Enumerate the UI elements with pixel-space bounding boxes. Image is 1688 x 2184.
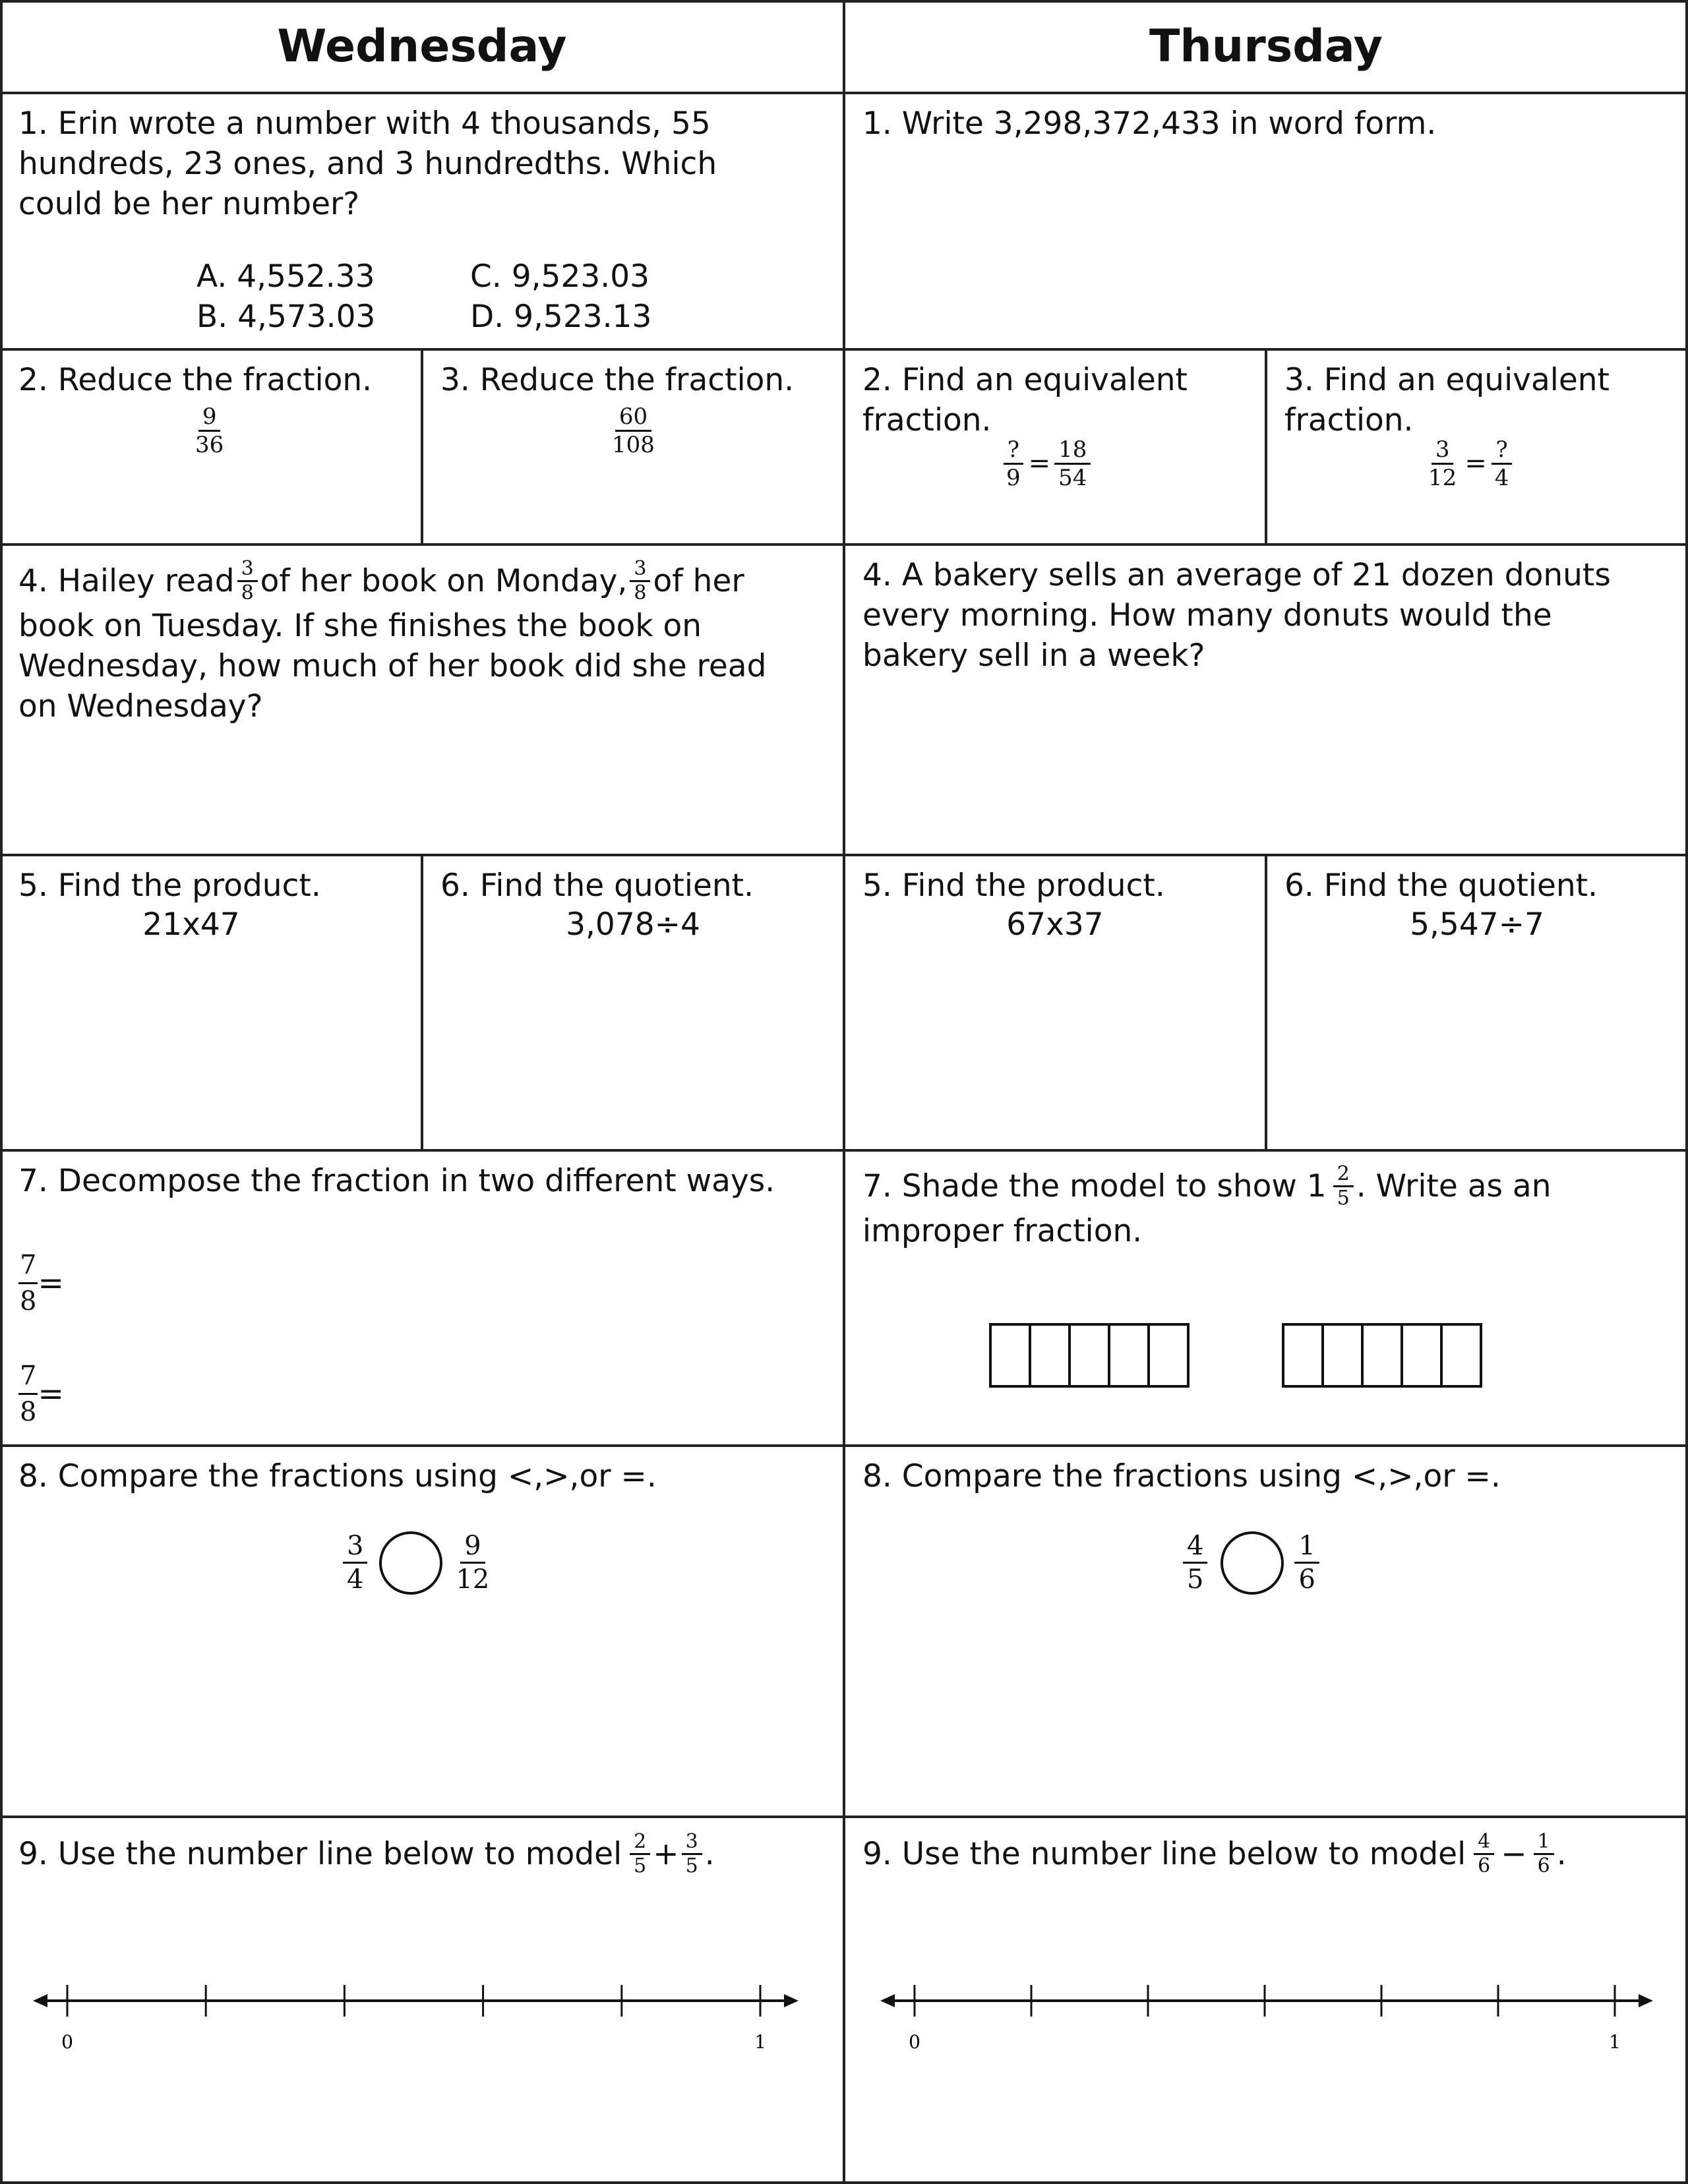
wed-q1-line2: hundreds, 23 ones, and 3 hundredths. Which (18, 146, 717, 182)
equals-sign: = (1028, 448, 1051, 479)
number-line-label-start: 0 (909, 2031, 920, 2053)
fraction-model-1[interactable] (989, 1323, 1190, 1388)
numerator: 3 (1432, 436, 1454, 465)
thu-q5-text: 5. Find the product. (862, 868, 1165, 904)
wed-q1-choices-right (470, 256, 651, 337)
wed-q9-fraction-b (682, 1831, 702, 1877)
numerator: 3 (682, 1831, 702, 1855)
thu-q3-equation (1424, 436, 1513, 491)
model-part[interactable] (1068, 1323, 1110, 1388)
thu-q8-comparison (1183, 1530, 1319, 1595)
thu-q2-line1: 2. Find an equivalent (862, 362, 1188, 398)
thu-q4-line3: bakery sell in a week? (862, 637, 1205, 674)
wed-q5-text: 5. Find the product. (18, 868, 321, 904)
arrow-left-icon (33, 1994, 47, 2007)
denominator: 5 (685, 1854, 698, 1877)
model-part[interactable] (1108, 1323, 1150, 1388)
model-part[interactable] (1361, 1323, 1403, 1388)
wed-q4-line1 (18, 556, 844, 606)
wed-q6 (422, 855, 844, 1150)
numerator: 7 (18, 1359, 38, 1395)
denominator: 5 (634, 1854, 647, 1877)
model-part[interactable] (1401, 1323, 1443, 1388)
model-part[interactable] (989, 1323, 1031, 1388)
thu-q1 (844, 93, 1688, 349)
thu-q4-line1: 4. A bakery sells an average of 21 dozen donuts (862, 557, 1611, 593)
numerator: 60 (615, 403, 651, 432)
numerator: 1 (1294, 1530, 1319, 1564)
numerator: 7 (18, 1248, 38, 1284)
thu-q3 (1266, 349, 1688, 545)
period: . (1556, 1835, 1567, 1872)
wed-q4-post: of her (653, 563, 744, 599)
thu-number-line (880, 1971, 1658, 2057)
wed-q7-fraction-1 (18, 1248, 38, 1318)
thu-q4-line2: every morning. How many donuts would the (862, 597, 1552, 634)
wed-q4-mid: of her book on Monday, (260, 563, 628, 599)
number-line-label-end: 1 (1609, 2031, 1621, 2053)
wed-q8-fraction-left (343, 1530, 367, 1595)
arrow-left-icon (880, 1994, 895, 2007)
denominator: 8 (20, 1286, 37, 1316)
wed-q3 (422, 349, 844, 545)
choice-c: C. 9,523.03 (470, 258, 649, 295)
numerator: 4 (1183, 1530, 1207, 1564)
wed-q9-fraction-a (630, 1831, 650, 1877)
wed-q7-text: 7. Decompose the fraction in two different ways. (18, 1163, 775, 1199)
operator: − (1501, 1835, 1527, 1872)
wed-q7-expression-1 (18, 1248, 64, 1318)
thu-q1-text: 1. Write 3,298,372,433 in word form. (862, 105, 1437, 142)
thu-q4 (844, 545, 1688, 855)
header-wednesday: Wednesday (277, 20, 567, 73)
thu-q7 (844, 1150, 1688, 1446)
denominator: 36 (195, 432, 224, 458)
numerator: 3 (630, 558, 650, 582)
wed-q2 (0, 349, 422, 545)
wed-q2-text: 2. Reduce the fraction. (18, 362, 373, 398)
comparison-circle[interactable] (1221, 1531, 1284, 1595)
choice-a: A. 4,552.33 (196, 258, 375, 295)
wed-q4-line2: book on Tuesday. If she finishes the book on (18, 608, 702, 644)
equals-sign: = (38, 1265, 64, 1301)
denominator: 8 (634, 581, 647, 605)
model-part[interactable] (1029, 1323, 1071, 1388)
wed-q9-line (18, 1827, 844, 1880)
numerator: 18 (1054, 436, 1091, 465)
wed-q1-line1: 1. Erin wrote a number with 4 thousands, 55 (18, 105, 711, 142)
thu-q7-fraction (1333, 1163, 1354, 1210)
thu-q8-fraction-left (1183, 1530, 1207, 1595)
thu-q3-line1: 3. Find an equivalent (1284, 362, 1610, 398)
wed-q4-fraction-1 (237, 558, 258, 605)
thu-q2 (844, 349, 1266, 545)
fraction-model-2[interactable] (1282, 1323, 1482, 1388)
thu-q7-line2: improper fraction. (862, 1213, 1143, 1249)
arrow-right-icon (784, 1994, 799, 2007)
thu-q5-expression: 67x37 (1006, 906, 1104, 943)
thu-q9-fraction-a (1474, 1831, 1494, 1877)
thu-q8-fraction-right (1294, 1530, 1319, 1595)
denominator: 5 (1337, 1186, 1350, 1210)
numerator: 4 (1474, 1831, 1494, 1855)
wed-q6-expression: 3,078÷4 (566, 906, 700, 943)
denominator: 8 (241, 581, 254, 605)
thu-q3-line2: fraction. (1284, 402, 1414, 438)
wed-q5-expression: 21x47 (142, 906, 240, 943)
wed-q3-fraction (608, 403, 659, 458)
wed-q1-line3: could be her number? (18, 186, 360, 222)
numerator: 2 (630, 1831, 650, 1855)
wed-q8-text: 8. Compare the fractions using <,>,or =. (18, 1458, 657, 1494)
denominator: 12 (456, 1564, 490, 1595)
thu-q2-equation (1002, 436, 1091, 491)
choice-b: B. 4,573.03 (196, 299, 376, 335)
wed-q8 (0, 1446, 844, 1817)
wed-q1 (0, 93, 844, 349)
thu-q9-line (862, 1827, 1688, 1880)
choice-d: D. 9,523.13 (470, 299, 652, 335)
model-part[interactable] (1440, 1323, 1482, 1388)
wed-q7 (0, 1150, 844, 1446)
model-part[interactable] (1321, 1323, 1364, 1388)
wed-q4-fraction-2 (630, 558, 650, 605)
thu-q7-post: . Write as an (1356, 1167, 1552, 1204)
comparison-circle[interactable] (379, 1531, 442, 1595)
thu-q7-line1 (862, 1161, 1688, 1211)
wed-q6-text: 6. Find the quotient. (440, 868, 754, 904)
operator: + (653, 1835, 679, 1872)
thu-q8 (844, 1446, 1688, 1817)
wed-q8-fraction-right (452, 1530, 493, 1595)
thu-q2-line2: fraction. (862, 402, 992, 438)
period: . (704, 1835, 715, 1872)
numerator: 9 (460, 1530, 485, 1564)
denominator: 108 (612, 432, 655, 458)
denominator: 4 (1494, 465, 1509, 491)
thu-q2-fraction-right (1054, 436, 1091, 491)
thu-q5 (844, 855, 1266, 1150)
wed-q9-text: 9. Use the number line below to model (18, 1835, 622, 1872)
number-line-label-end: 1 (754, 2031, 766, 2053)
numerator: ? (1004, 436, 1023, 465)
wed-q1-choices-left (196, 256, 375, 337)
thu-q6-text: 6. Find the quotient. (1284, 868, 1598, 904)
arrow-right-icon (1639, 1994, 1653, 2007)
wed-q4-pre: 4. Hailey read (18, 563, 235, 599)
equals-sign: = (1464, 448, 1487, 479)
wed-number-line (33, 1971, 811, 2057)
thu-q7-pre: 7. Shade the model to show 1 (862, 1167, 1327, 1204)
denominator: 12 (1428, 465, 1457, 491)
thu-q6 (1266, 855, 1688, 1150)
numerator: 3 (237, 558, 258, 582)
wed-q4 (0, 545, 844, 855)
denominator: 54 (1058, 465, 1087, 491)
equals-sign: = (38, 1376, 64, 1412)
thu-q9-text: 9. Use the number line below to model (862, 1835, 1466, 1872)
wed-q4-line3: Wednesday, how much of her book did she read (18, 648, 767, 684)
denominator: 6 (1298, 1564, 1315, 1595)
wed-q3-text: 3. Reduce the fraction. (440, 362, 795, 398)
numerator: 1 (1534, 1831, 1554, 1855)
numerator: ? (1492, 436, 1511, 465)
wed-q7-expression-2 (18, 1359, 64, 1429)
thu-q2-fraction-left (1002, 436, 1025, 491)
denominator: 9 (1006, 465, 1021, 491)
header-thursday: Thursday (1149, 20, 1383, 73)
numerator: 2 (1333, 1163, 1354, 1187)
denominator: 8 (20, 1397, 37, 1427)
numerator: 3 (343, 1530, 367, 1564)
number-line-label-start: 0 (61, 2031, 73, 2053)
thu-q9-fraction-b (1534, 1831, 1554, 1877)
denominator: 6 (1478, 1854, 1491, 1877)
wed-q2-fraction (191, 403, 227, 458)
wed-q7-fraction-2 (18, 1359, 38, 1429)
thu-q6-expression: 5,547÷7 (1410, 906, 1544, 943)
model-part[interactable] (1282, 1323, 1324, 1388)
model-part[interactable] (1147, 1323, 1190, 1388)
numerator: 9 (198, 403, 221, 432)
denominator: 5 (1187, 1564, 1204, 1595)
thu-q8-text: 8. Compare the fractions using <,>,or =. (862, 1458, 1501, 1494)
wed-q4-line4: on Wednesday? (18, 688, 263, 724)
thu-q3-fraction-right (1491, 436, 1513, 491)
denominator: 6 (1537, 1854, 1550, 1877)
thu-q3-fraction-left (1424, 436, 1461, 491)
denominator: 4 (347, 1564, 364, 1595)
wed-q8-comparison (343, 1530, 493, 1595)
wed-q5 (0, 855, 422, 1150)
